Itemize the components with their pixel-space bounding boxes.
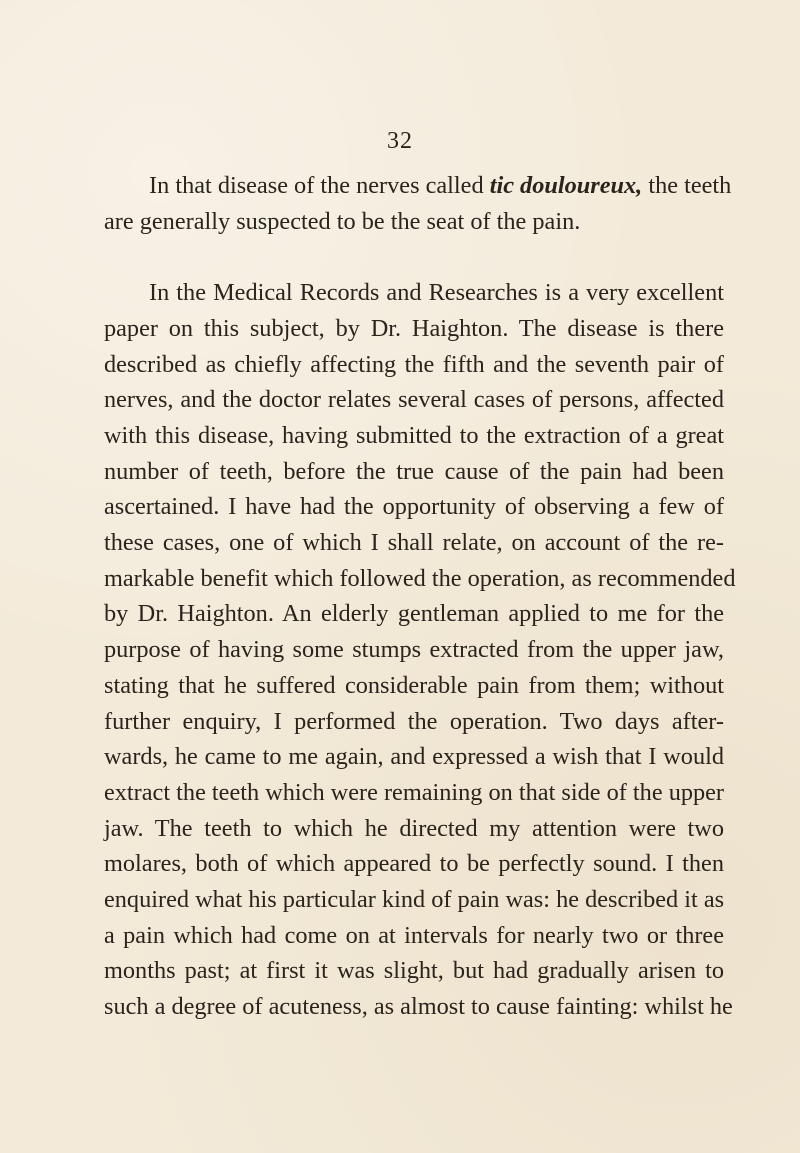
paragraph-2-line: molares, both of which appeared to be perfectly sound. I then [104,850,724,878]
paragraph-1-line-1 [104,168,732,204]
paragraph-2-line: purpose of having some stumps extracted from the upper jaw, [104,636,724,664]
paragraph-2 [104,275,736,1025]
paragraph-2-line: markable benefit which followed the operation, as recommended [104,564,736,592]
paragraph-1-line-1-before: In that disease of the nerves called [149,172,484,199]
paragraph-2-line: enquired what his particular kind of pain was: he described it as [104,886,725,914]
paragraph-2-line: jaw. The teeth to which he directed my attention were two [104,814,724,842]
paragraph-1-line-1-after: the teeth [648,172,732,199]
page-number: 32 [387,128,413,154]
paragraph-2-line: with this disease, having submitted to the extraction of a great [104,421,724,449]
paragraph-2-line: further enquiry, I performed the operation. Two days after- [104,707,724,735]
paragraph-2-line: by Dr. Haighton. An elderly gentleman applied to me for the [104,600,724,628]
paragraph-2-line: these cases, one of which I shall relate, on account of the re- [104,529,724,557]
paragraph-gap [104,239,724,275]
paragraph-2-line: extract the teeth which were remaining on that side of the upper [104,778,725,806]
paragraph-2-line: paper on this subject, by Dr. Haighton. The disease is there [104,314,724,342]
paragraph-2-line: nerves, and the doctor relates several cases of persons, affected [104,386,724,414]
paragraph-2-line: months past; at first it was slight, but had gradually arisen to [104,957,724,985]
paragraph-2-line: described as chiefly affecting the fifth and the seventh pair of [104,350,724,378]
body-text [104,168,736,1025]
paragraph-2-line: ascertained. I have had the opportunity of observing a few of [104,493,724,521]
italic-term: tic douloureux, [489,172,643,199]
paragraph-2-line: In the Medical Records and Researches is a very excellent [149,279,724,307]
paragraph-2-line: wards, he came to me again, and expressed a wish that I would [104,743,724,771]
paragraph-2-line: a pain which had come on at intervals for nearly two or three [104,921,724,949]
paragraph-1-line-2: are generally suspected to be the seat of the pain. [104,207,581,235]
paragraph-2-line: stating that he suffered considerable pain from them; without [104,671,724,699]
paragraph-1 [104,168,732,239]
paragraph-2-line: number of teeth, before the true cause of the pain had been [104,457,724,485]
paragraph-2-line: such a degree of acuteness, as almost to cause fainting: whilst he [104,993,733,1021]
